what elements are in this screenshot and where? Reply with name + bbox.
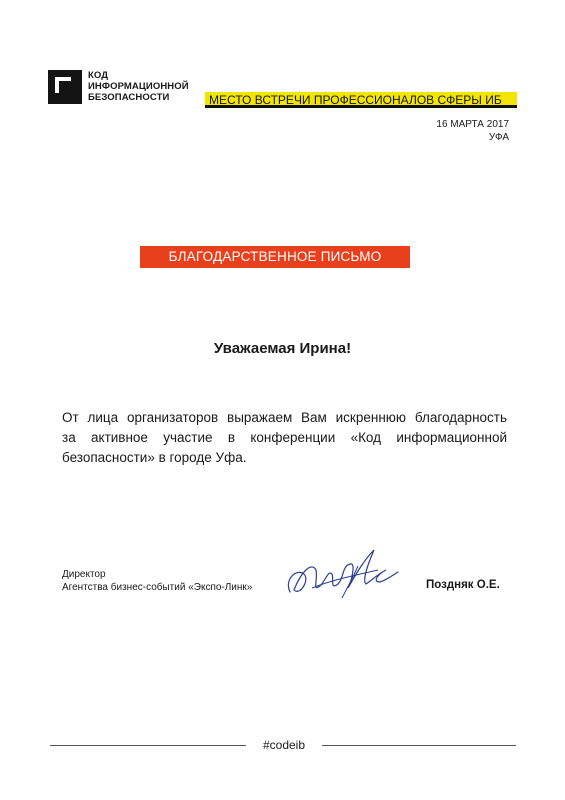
letter-body <box>62 408 507 468</box>
slogan-banner: МЕСТО ВСТРЕЧИ ПРОФЕССИОНАЛОВ СФЕРЫ ИБ <box>205 92 517 108</box>
signer-name: Поздняк О.Е. <box>426 579 500 591</box>
logo-wordmark <box>88 70 189 103</box>
logo <box>48 70 189 104</box>
body-line: за активное участие в конференции «Код информационной <box>62 430 507 445</box>
event-date-location <box>436 118 509 144</box>
body-line: безопасности» в городе Уфа. <box>62 450 247 465</box>
footer-divider-left <box>50 745 246 746</box>
footer-hashtag: #codeib <box>262 738 306 752</box>
logo-line-1: КОД <box>88 70 109 81</box>
signatory-position: Директор <box>62 569 106 580</box>
logo-line-2: ИНФОРМАЦИОННОЙ <box>88 81 189 92</box>
signatory-organization: Агентства бизнес-событий «Экспо-Линк» <box>62 582 253 593</box>
logo-line-3: БЕЗОПАСНОСТИ <box>88 92 170 103</box>
body-line: От лица организаторов выражаем Вам искреннюю благодарность <box>62 410 507 425</box>
letter-title: БЛАГОДАРСТВЕННОЕ ПИСЬМО <box>140 246 410 268</box>
handwritten-signature <box>282 540 402 610</box>
greeting: Уважаемая Ирина! <box>213 340 352 357</box>
event-city: УФА <box>488 132 509 143</box>
logo-square-icon <box>48 70 82 104</box>
footer-divider-right <box>322 745 516 746</box>
event-date: 16 МАРТА 2017 <box>436 119 509 130</box>
signatory-title <box>62 568 252 594</box>
